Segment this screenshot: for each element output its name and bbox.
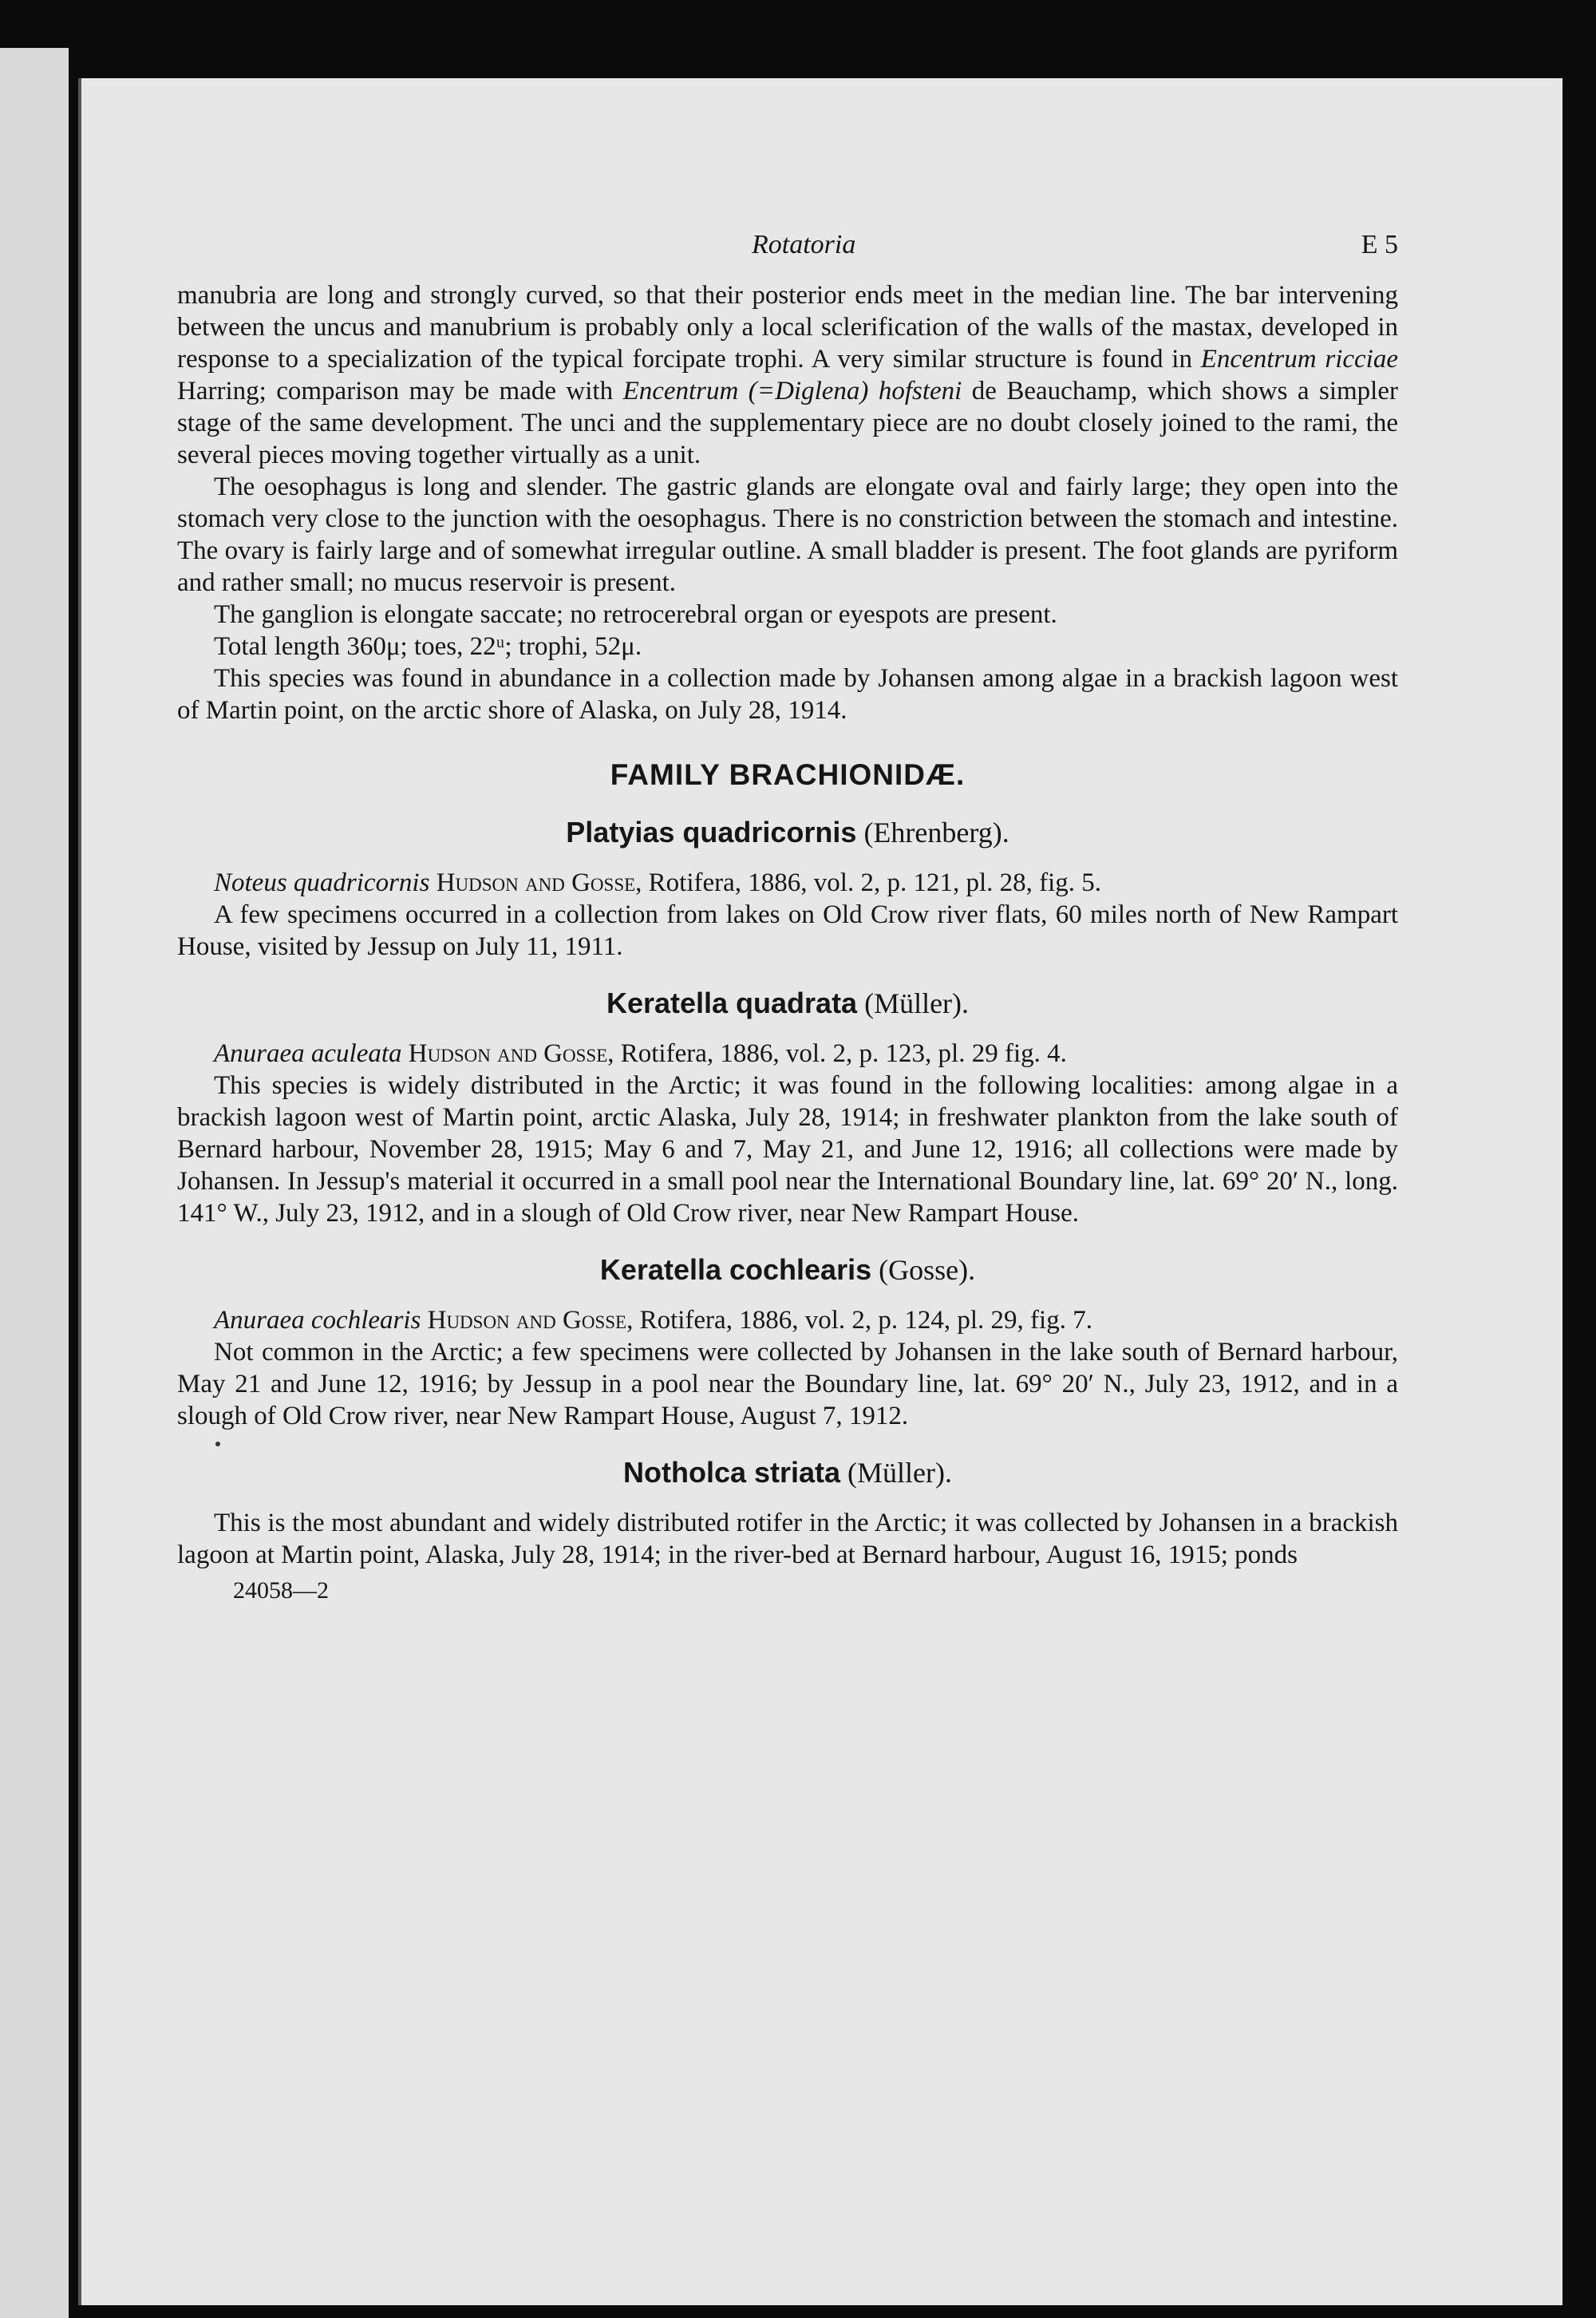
- page-content: [177, 230, 1398, 1604]
- page-number: E 5: [1361, 230, 1398, 259]
- species-name: Encentrum (=Diglena) hofsteni: [622, 377, 962, 405]
- synonym-reference: Anuraea cochlearis Hudson and Gosse, Rotifera, 1886, vol. 2, p. 124, pl. 29, fig. 7.: [214, 1306, 1092, 1335]
- species-heading: Keratella quadrata (Müller).: [606, 987, 970, 1019]
- paragraph-measurements: Total length 360μ; toes, 22ᵘ; trophi, 52μ.: [214, 632, 642, 661]
- book-spine: [0, 48, 69, 2318]
- running-title: Rotatoria: [752, 230, 856, 259]
- family-heading: FAMILY BRACHIONIDÆ.: [610, 758, 966, 791]
- margin-mark: [215, 1442, 220, 1446]
- signature-mark: 24058—2: [233, 1577, 329, 1604]
- paragraph-oesophagus: The oesophagus is long and slender. The gastric glands are elongate oval and fairly large; they open into the stomach very close to the junction with the oesophagus. There is no constriction between the stomach and intestine. The ovary is fairly large and of somewhat irregular outline. A small bladder is present. The foot glands are pyriform and rather small; no mucus reservoir is present.: [177, 473, 1398, 597]
- species-text: This is the most abundant and widely distributed rotifer in the Arctic; it was collected by Johansen in a brackish lagoon at Martin point, Alaska, July 28, 1914; in the river-bed at Bernard harbour, August 16, 1915; ponds: [177, 1509, 1398, 1569]
- species-heading: Notholca striata (Müller).: [622, 1456, 953, 1489]
- species-text: A few specimens occurred in a collection from lakes on Old Crow river flats, 60 miles north of New Rampart House, visited by Jessup on July 11, 1911.: [177, 900, 1398, 961]
- synonym-reference: Anuraea aculeata Hudson and Gosse, Rotifera, 1886, vol. 2, p. 123, pl. 29 fig. 4.: [214, 1039, 1067, 1068]
- synonym-reference: Noteus quadricornis Hudson and Gosse, Rotifera, 1886, vol. 2, p. 121, pl. 28, fig. 5.: [214, 868, 1102, 897]
- species-text: This species is widely distributed in the Arctic; it was found in the following localities: among algae in a brackish lagoon west of Martin point, arctic Alaska, July 28, 1914; in freshwater plankton from the lake south of Bernard harbour, November 28, 1915; May 6 and 7, May 21, and June 12, 1916; all collections were made by Johansen. In Jessup's material it occurred in a small pool near the International Boundary line, lat. 69° 20′ N., long. 141° W., July 23, 1912, and in a slough of Old Crow river, near New Rampart House.: [177, 1071, 1398, 1228]
- paragraph-manubria: manubria are long and strongly curved, so that their posterior ends meet in the median line. The bar intervening between the uncus and manubrium is probably only a local sclerification of the walls of the mastax, developed in response to a specialization of the typical forcipate trophi. A very similar structure is found in Encentrum ricciae Harring; comparison may be made with Encentrum (=Diglena) hofsteni de Beauchamp, which shows a simpler stage of the same development. The unci and the supplementary piece are no doubt closely joined to the rami, the several pieces moving together virtually as a unit.: [177, 281, 1398, 469]
- running-head: [177, 230, 1398, 268]
- paragraph-locality: This species was found in abundance in a collection made by Johansen among algae in a brackish lagoon west of Martin point, on the arctic shore of Alaska, on July 28, 1914.: [177, 664, 1398, 725]
- species-text: Not common in the Arctic; a few specimens were collected by Johansen in the lake south of Bernard harbour, May 21 and June 12, 1916; by Jessup in a pool near the Boundary line, lat. 69° 20′ N., July 23, 1912, and in a slough of Old Crow river, near New Rampart House, August 7, 1912.: [177, 1338, 1398, 1430]
- species-heading: Platyias quadricornis (Ehrenberg).: [566, 816, 1009, 848]
- species-heading: Keratella cochlearis (Gosse).: [599, 1253, 976, 1286]
- paragraph-ganglion: The ganglion is elongate saccate; no retrocerebral organ or eyespots are present.: [214, 600, 1057, 629]
- species-name: Encentrum ricciae: [1200, 345, 1398, 374]
